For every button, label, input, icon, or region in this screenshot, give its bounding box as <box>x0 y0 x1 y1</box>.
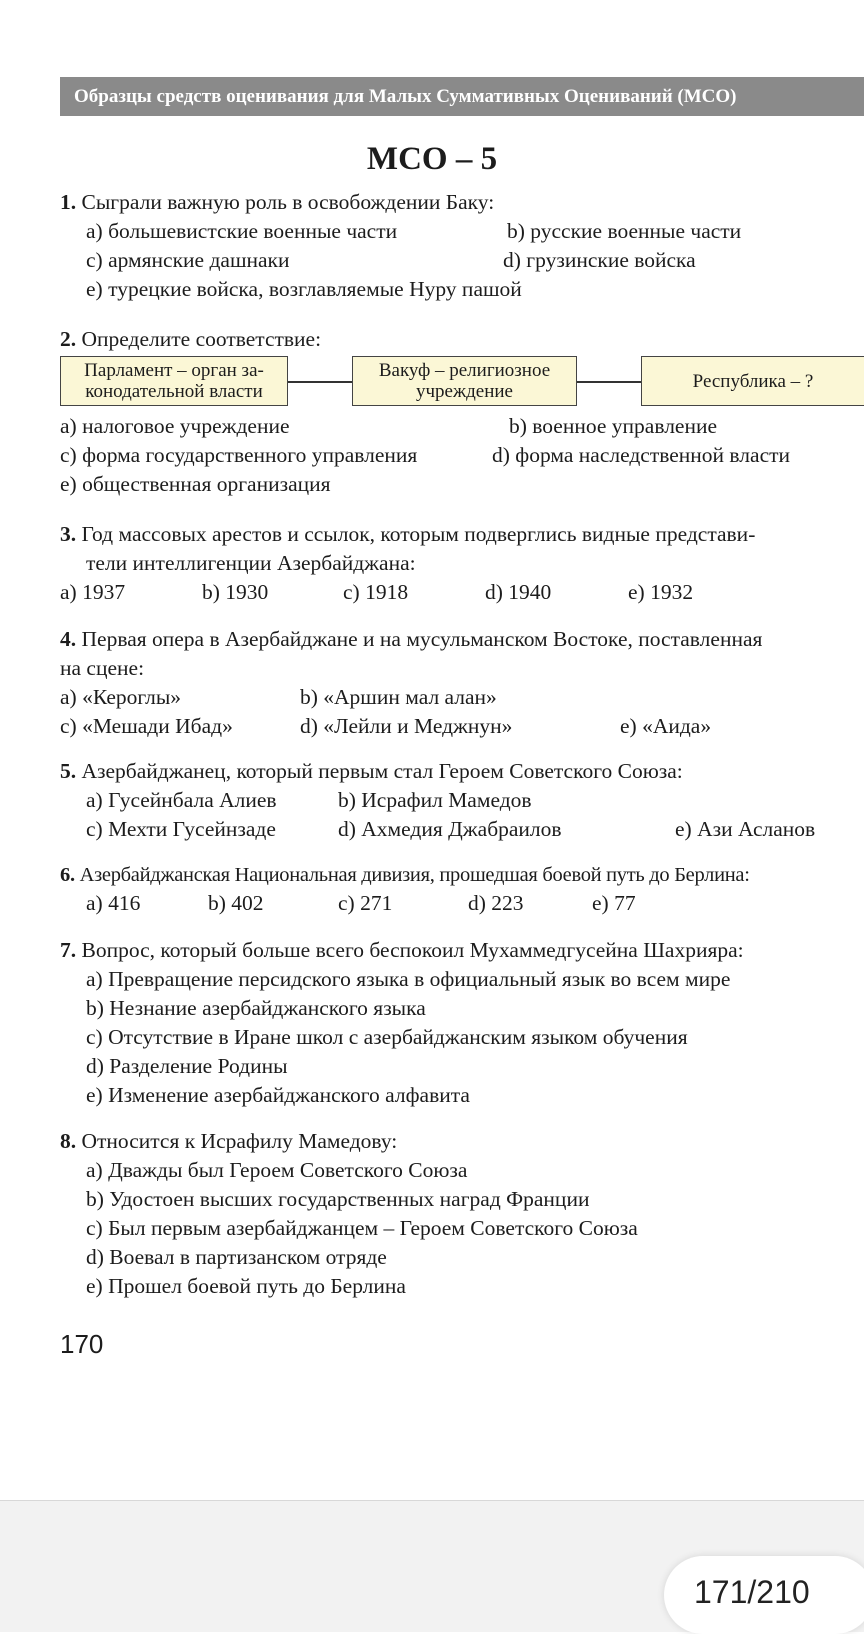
box-text-line: конодательной власти <box>85 381 263 402</box>
answer-c: c) Мехти Гусейнзаде <box>86 817 276 841</box>
answer-c: c) «Мешади Ибад» <box>60 714 233 738</box>
question-4 <box>60 625 762 654</box>
answer-d: d) Воевал в партизанском отряде <box>86 1245 387 1269</box>
answer-a: a) 1937 <box>60 580 126 604</box>
answer-d: d) Разделение Родины <box>86 1054 288 1078</box>
answer-a: a) «Кероглы» <box>60 685 182 709</box>
answer-b: b) 402 <box>208 891 264 915</box>
answer-b: b) Удостоен высших государственных наград Франции <box>86 1187 590 1211</box>
matching-box-vakuf <box>352 356 577 406</box>
question-number: 8. <box>60 1129 77 1153</box>
connector-line <box>288 381 352 383</box>
question-number: 4. <box>60 627 77 651</box>
answer-c: c) форма государственного управления <box>60 443 418 467</box>
page-number: 170 <box>60 1329 104 1359</box>
answer-e: e) Ази Асланов <box>675 817 816 841</box>
question-text: Азербайджанская Национальная дивизия, прошедшая боевой путь до Берлина: <box>79 864 750 886</box>
question-number: 5. <box>60 759 77 783</box>
answer-e: e) Изменение азербайджанского алфавита <box>86 1083 470 1107</box>
answer-e: e) 77 <box>592 891 636 915</box>
question-text: Относится к Исрафилу Мамедову: <box>81 1129 398 1153</box>
question-number: 6. <box>60 864 75 886</box>
answer-e: e) «Аида» <box>620 714 712 738</box>
answer-e: e) общественная организация <box>60 472 331 496</box>
box-text-line: Парламент – орган за- <box>84 360 264 381</box>
connector-line <box>577 381 641 383</box>
answer-e: e) Прошел боевой путь до Берлина <box>86 1274 406 1298</box>
question-1 <box>60 188 494 217</box>
answer-b: b) Исрафил Мамедов <box>338 788 532 812</box>
answer-c: c) 1918 <box>343 580 409 604</box>
section-banner: Образцы средств оценивания для Малых Суммативных Оцениваний (МСО) <box>60 77 864 116</box>
answer-e: e) турецкие войска, возглавляемые Нуру пашой <box>86 277 522 301</box>
question-text: Азербайджанец, который первым стал Героем Советского Союза: <box>81 759 683 783</box>
answer-b: b) «Аршин мал алан» <box>300 685 497 709</box>
question-text-continued: на сцене: <box>60 656 145 680</box>
answer-b: b) Незнание азербайджанского языка <box>86 996 426 1020</box>
answer-d: d) грузинские войска <box>503 248 696 272</box>
answer-b: b) 1930 <box>202 580 269 604</box>
matching-box-parliament <box>60 356 288 406</box>
question-text: Сыграли важную роль в освобождении Баку: <box>81 190 495 214</box>
question-text: Определите соответствие: <box>81 327 322 351</box>
answer-a: a) Дважды был Героем Советского Союза <box>86 1158 468 1182</box>
question-number: 7. <box>60 938 77 962</box>
page-counter-pill[interactable] <box>664 1556 864 1634</box>
question-text: Первая опера в Азербайджане и на мусульманском Востоке, поставленная <box>81 627 763 651</box>
answer-a: a) Гусейнбала Алиев <box>86 788 277 812</box>
answer-d: d) форма наследственной власти <box>492 443 791 467</box>
answer-b: b) русские военные части <box>507 219 742 243</box>
answer-a: a) налоговое учреждение <box>60 414 290 438</box>
question-3 <box>60 520 755 549</box>
question-number: 1. <box>60 190 77 214</box>
answer-a: a) Превращение персидского языка в официальный язык во всем мире <box>86 967 731 991</box>
question-number: 2. <box>60 327 77 351</box>
box-text-line: учреждение <box>415 381 513 402</box>
question-text: Год массовых арестов и ссылок, которым подверглись видные представи- <box>81 522 756 546</box>
box-text-line: Вакуф – религиозное <box>378 360 551 381</box>
answer-b: b) военное управление <box>509 414 718 438</box>
answer-a: a) 416 <box>86 891 141 915</box>
answer-c: c) армянские дашнаки <box>86 248 290 272</box>
answer-d: d) «Лейли и Меджнун» <box>300 714 513 738</box>
answer-c: c) Отсутствие в Иране школ с азербайджанским языком обучения <box>86 1025 688 1049</box>
page-counter-text: 171/210 <box>694 1574 810 1610</box>
box-text-line: Республика – ? <box>692 370 814 392</box>
answer-d: d) 223 <box>468 891 524 915</box>
question-text: Вопрос, который больше всего беспокоил Мухаммедгусейна Шахрияра: <box>81 938 744 962</box>
answer-e: e) 1932 <box>628 580 694 604</box>
answer-d: d) Ахмедия Джабраилов <box>338 817 562 841</box>
answer-d: d) 1940 <box>485 580 552 604</box>
page-title: МСО – 5 <box>366 141 498 177</box>
question-2 <box>60 325 321 354</box>
answer-c: c) 271 <box>338 891 393 915</box>
matching-box-republic <box>641 356 864 406</box>
question-number: 3. <box>60 522 77 546</box>
answer-a: a) большевистские военные части <box>86 219 398 243</box>
question-text-continued: тели интеллигенции Азербайджана: <box>86 551 416 575</box>
answer-c: c) Был первым азербайджанцем – Героем Советского Союза <box>86 1216 638 1240</box>
question-7 <box>60 936 744 965</box>
question-8 <box>60 1127 397 1156</box>
question-6 <box>60 861 750 890</box>
question-5 <box>60 757 683 786</box>
